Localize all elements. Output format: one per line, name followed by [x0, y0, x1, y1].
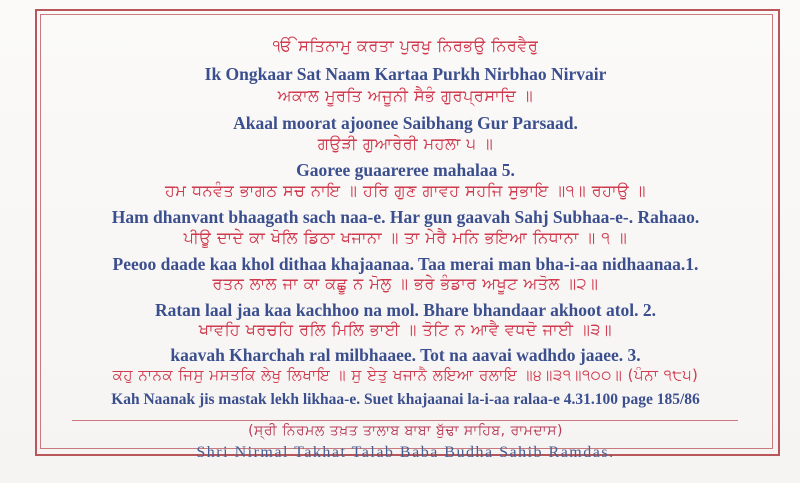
verse-7-roman: kaavah Kharchah ral milbhaaee. Tot na aavai wadhdo jaaee. 3.: [170, 345, 641, 365]
footer-roman: Shri Nirmal Takhat Talab Baba Budha Sahib Ramdas.: [196, 444, 615, 461]
verse-3-roman: Gaoree guaareree mahalaa 5.: [296, 160, 515, 180]
verse-5-roman: Peeoo daade kaa khol dithaa khajaanaa. Taa merai man bha-i-aa nidhaanaa.1.: [112, 254, 699, 274]
verse-5-gurmukhi: ਪੀਊ ਦਾਦੇ ਕਾ ਖੋਲਿ ਡਿਠਾ ਖਜਾਨਾ ॥ ਤਾ ਮੇਰੈ ਮਨਿ ਭਇਆ ਨਿਧਾਨਾ ॥ ੧ ॥: [183, 228, 628, 247]
verse-8-roman: Kah Naanak jis mastak lekh likhaa-e. Suet khajaanai la-i-aa ralaa-e 4.31.100 page 185/86: [111, 391, 700, 408]
verse-6-gurmukhi: ਰਤਨ ਲਾਲ ਜਾ ਕਾ ਕਛੂ ਨ ਮੋਲੁ ॥ ਭਰੇ ਭੰਡਾਰ ਅਖੂਟ ਅਤੋਲ ॥੨॥: [212, 274, 599, 293]
verse-7-gurmukhi: ਖਾਵਹਿ ਖਰਚਹਿ ਰਲਿ ਮਿਲਿ ਭਾਈ ॥ ਤੋਟਿ ਨ ਆਵੈ ਵਧਦੋ ਜਾਈ ॥੩॥: [198, 320, 613, 339]
verse-1-gurmukhi: ੴ ਸਤਿਨਾਮੁ ਕਰਤਾ ਪੁਰਖੁ ਨਿਰਭਉ ਨਿਰਵੈਰੁ: [272, 36, 539, 55]
verse-3-gurmukhi: ਗਉੜੀ ਗੁਆਰੇਰੀ ਮਹਲਾ ੫ ॥: [317, 134, 494, 153]
verse-4-gurmukhi: ਹਮ ਧਨਵੰਤ ਭਾਗਠ ਸਚ ਨਾਇ ॥ ਹਰਿ ਗੁਣ ਗਾਵਹ ਸਹਜਿ ਸੁਭਾਇ ॥੧॥ ਰਹਾਉ ॥: [165, 181, 646, 200]
verse-8-gurmukhi: ਕਹੁ ਨਾਨਕ ਜਿਸੁ ਮਸਤਕਿ ਲੇਖੁ ਲਿਖਾਇ ॥ ਸੁ ਏਤੁ ਖਜਾਨੈ ਲਇਆ ਰਲਾਇ ॥੪॥੩੧॥੧੦੦॥ (ਪੰਨਾ ੧੮੫): [112, 366, 699, 384]
verse-2-roman: Akaal moorat ajoonee Saibhang Gur Parsaad.: [233, 113, 578, 133]
verse-1-roman: Ik Ongkaar Sat Naam Kartaa Purkh Nirbhao Nirvair: [204, 64, 607, 84]
footer-gurmukhi: (ਸ੍ਰੀ ਨਿਰਮਲ ਤਖ਼ਤ ਤਾਲਾਬ ਬਾਬਾ ਬੁੱਢਾ ਸਾਹਿਬ, ਰਾਮਦਾਸ): [248, 423, 563, 439]
verse-6-roman: Ratan laal jaa kaa kachhoo na mol. Bhare bhandaar akhoot atol. 2.: [154, 300, 657, 320]
footer-divider: [72, 420, 738, 421]
verse-2-gurmukhi: ਅਕਾਲ ਮੂਰਤਿ ਅਜੂਨੀ ਸੈਭੰ ਗੁਰਪ੍ਰਸਾਦਿ ॥: [277, 86, 534, 105]
verse-4-roman: Ham dhanvant bhaagath sach naa-e. Har gun gaavah Sahj Subhaa-e-. Rahaao.: [111, 207, 700, 227]
